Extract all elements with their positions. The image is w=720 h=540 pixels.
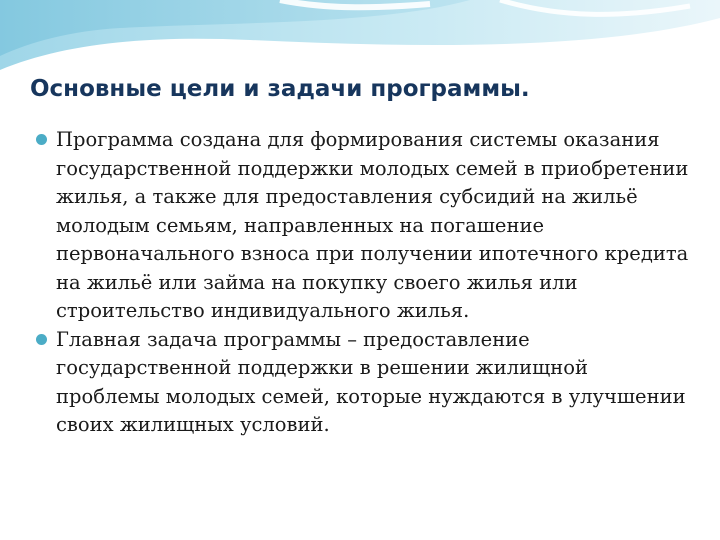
header-wave-decoration (0, 0, 720, 80)
bullet-item (36, 326, 696, 440)
bullet-item (36, 126, 696, 326)
bullet-text: Программа создана для формирования системы оказания государственной поддержки молодых семей в приобретении жилья, а также для предоставления субсидий на жильё молодым семьям, направленных на погашение первоначального взноса при получении ипотечного кредита на жильё или займа на покупку своего жилья или строительство индивидуального жилья. (56, 128, 689, 322)
slide-title: Основные цели и задачи программы. (30, 76, 530, 102)
bullet-icon (36, 334, 47, 345)
bullet-icon (36, 134, 47, 145)
bullet-list (36, 126, 696, 440)
bullet-text: Главная задача программы – предоставление государственной поддержки в решении жилищной проблемы молодых семей, которые нуждаются в улучшении своих жилищных условий. (56, 327, 686, 436)
